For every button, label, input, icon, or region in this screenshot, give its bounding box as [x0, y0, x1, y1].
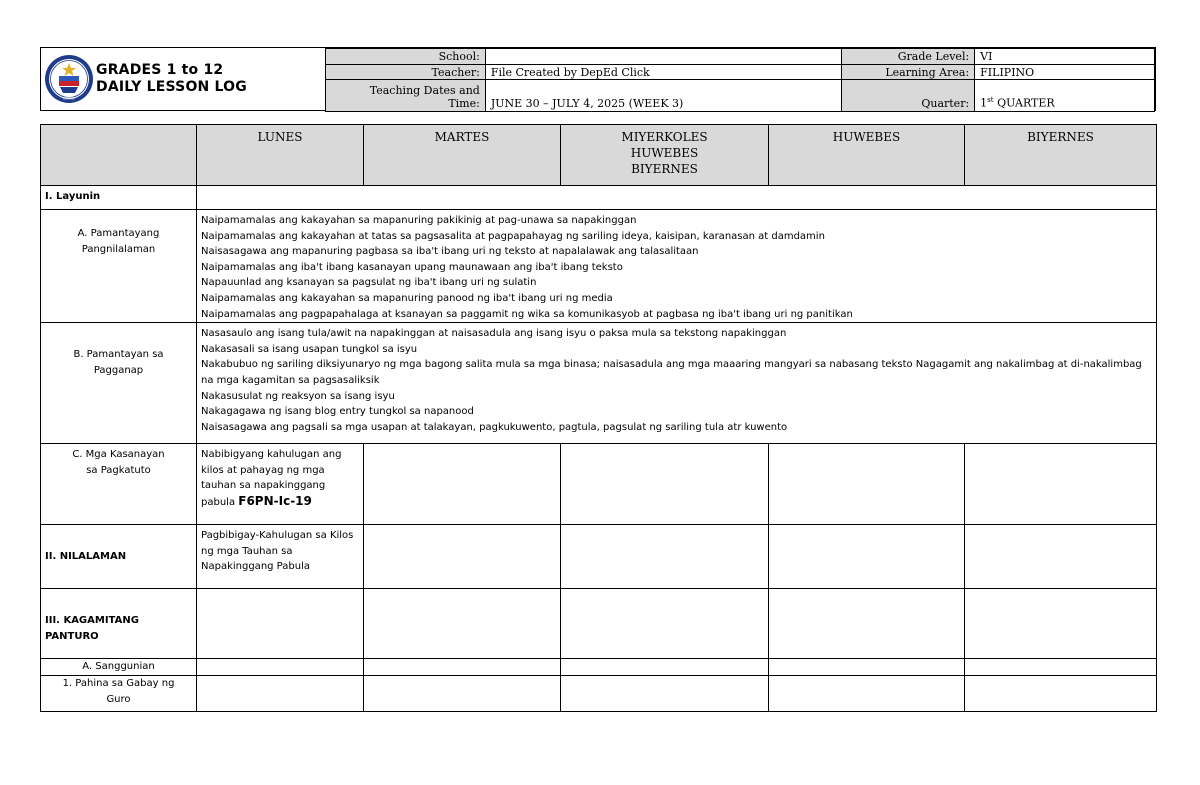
pahina-lunes-cell — [197, 676, 364, 712]
pamantayang-label-line-1: A. Pamantayang — [77, 228, 160, 239]
quarter-text: QUARTER — [993, 97, 1055, 110]
sanggunian-row — [41, 659, 1157, 676]
pahina-gabay-label — [41, 676, 197, 712]
grade-level-value: VI — [975, 49, 1155, 65]
day-miyerkoles-line-3: BIYERNES — [631, 162, 698, 176]
kasanayan-label-line-2: sa Pagkatuto — [86, 464, 151, 476]
nilalaman-huwebes-cell — [769, 525, 965, 589]
pahina-label-line-1: 1. Pahina sa Gabay ng — [62, 678, 175, 690]
layunin-content — [197, 186, 1157, 210]
pamantayan-sa-pagganap-content — [197, 323, 1157, 444]
day-miyerkoles-line-2: HUWEBES — [630, 146, 699, 160]
kagamitan-martes-cell — [364, 589, 561, 659]
kagamitan-lunes-cell — [197, 589, 364, 659]
nilalaman-label: II. NILALAMAN — [41, 525, 197, 589]
quarter-label: Quarter: — [842, 80, 975, 112]
layunin-label: I. Layunin — [41, 186, 197, 210]
layunin-row — [41, 186, 1157, 210]
nilalaman-martes-cell — [364, 525, 561, 589]
pahina-miyerkoles-cell — [561, 676, 769, 712]
lesson-log-table — [40, 124, 1157, 712]
kasanayan-biyernes-cell — [965, 444, 1157, 525]
deped-seal-icon — [44, 54, 94, 104]
pahina-gabay-row — [41, 676, 1157, 712]
lesson-log-header — [40, 47, 1156, 111]
pamantayan-sa-pagganap-label — [41, 323, 197, 444]
pagganap-item: Nakabubuo ng sariling diksiyunaryo ng mga bagong salita mula sa mga binasa; naisasadula ang mga maaaring mangyari sa nabasang teksto Nagagamit ang nakalimbag at di-nakalimbag na mga kagamitan sa pagsasaliksik — [201, 359, 1142, 386]
pamantayang-pangnilalaman-content — [197, 210, 1157, 323]
kasanayan-martes-cell — [364, 444, 561, 525]
mga-kasanayan-label — [41, 444, 197, 525]
day-miyerkoles — [561, 125, 769, 186]
pagganap-item: Naisasagawa ang pagsali sa mga usapan at talakayan, pagkukuwento, pagtula, pagsulat ng sariling tula atr kuwento — [201, 421, 788, 433]
kasanayan-code: F6PN-Ic-19 — [238, 493, 312, 508]
pamantayang-item: Napauunlad ang ksanayan sa pagsulat ng iba't ibang uri ng sulatin — [201, 277, 537, 289]
teaching-dates-value: JUNE 30 – JULY 4, 2025 (WEEK 3) — [485, 80, 841, 112]
title-line-1: GRADES 1 to 12 — [96, 62, 224, 78]
grade-level-label: Grade Level: — [842, 49, 975, 65]
brand-title — [96, 62, 247, 96]
mga-kasanayan-row — [41, 444, 1157, 525]
day-header-row — [41, 125, 1157, 186]
pahina-martes-cell — [364, 676, 561, 712]
sanggunian-biyernes-cell — [965, 659, 1157, 676]
brand-block — [41, 48, 325, 110]
pagganap-item: Nakasusulat ng reaksyon sa isang isyu — [201, 390, 395, 402]
kasanayan-label-line-1: C. Mga Kasanayan — [72, 449, 165, 461]
day-miyerkoles-line-1: MIYERKOLES — [621, 130, 708, 144]
kasanayan-huwebes-cell — [769, 444, 965, 525]
title-line-2: DAILY LESSON LOG — [96, 79, 247, 95]
kagamitan-huwebes-cell — [769, 589, 965, 659]
pagganap-label-line-1: B. Pamantayan sa — [73, 349, 164, 361]
pamantayang-pangnilalaman-row — [41, 210, 1157, 323]
nilalaman-biyernes-cell — [965, 525, 1157, 589]
pamantayang-item: Naipamamalas ang kakayahan sa mapanuring panood ng iba't ibang uri ng media — [201, 292, 613, 304]
kagamitan-biyernes-cell — [965, 589, 1157, 659]
pagganap-item: Nakasasali sa isang usapan tungkol sa isyu — [201, 343, 418, 355]
school-label: School: — [326, 49, 486, 65]
pamantayan-sa-pagganap-row — [41, 323, 1157, 444]
school-value — [485, 49, 841, 65]
svg-text:DEPED: DEPED — [63, 96, 75, 101]
pamantayang-pangnilalaman-label — [41, 210, 197, 323]
nilalaman-row — [41, 525, 1157, 589]
pagganap-item: Nakagagawa ng isang blog entry tungkol sa napanood — [201, 406, 474, 418]
sanggunian-huwebes-cell — [769, 659, 965, 676]
pahina-huwebes-cell — [769, 676, 965, 712]
pamantayang-item: Naipamamalas ang iba't ibang kasanayan upang maunawaan ang iba't ibang teksto — [201, 261, 623, 273]
nilalaman-lunes-cell: Pagbibigay-Kahulugan sa Kilos ng mga Tauhan sa Napakinggang Pabula — [197, 525, 364, 589]
kagamitang-panturo-row — [41, 589, 1157, 659]
pahina-biyernes-cell — [965, 676, 1157, 712]
teaching-dates-label-line-1: Teaching Dates and — [369, 84, 480, 97]
kagamitang-panturo-label: III. KAGAMITANG PANTURO — [41, 589, 197, 659]
teacher-value: File Created by DepEd Click — [485, 65, 841, 80]
day-lunes: LUNES — [197, 125, 364, 186]
teaching-dates-label — [326, 80, 486, 112]
day-biyernes: BIYERNES — [965, 125, 1157, 186]
nilalaman-miyerkoles-cell — [561, 525, 769, 589]
pagganap-label-line-2: Pagganap — [93, 364, 144, 376]
pamantayang-label-line-2: Pangnilalaman — [81, 243, 156, 255]
kagamitan-miyerkoles-cell — [561, 589, 769, 659]
sanggunian-lunes-cell — [197, 659, 364, 676]
day-header-blank — [41, 125, 197, 186]
sanggunian-miyerkoles-cell — [561, 659, 769, 676]
pagganap-item: Nasasaulo ang isang tula/awit na napakinggan at naisasadula ang isang isyu o paksa mula sa tekstong napakinggan — [201, 328, 787, 340]
teacher-label: Teacher: — [326, 65, 486, 80]
pamantayang-item: Naipamamalas ang kakayahan at tatas sa pagsasalita at pagpapahayag ng sariling ideya, kaisipan, karanasan at damdamin — [201, 230, 825, 242]
sanggunian-martes-cell — [364, 659, 561, 676]
quarter-suffix: st — [987, 96, 994, 105]
pamantayang-item: Naipamamalas ang kakayahan sa mapanuring pakikinig at pag-unawa sa napakinggan — [201, 215, 637, 226]
quarter-number: 1 — [980, 97, 988, 110]
day-martes: MARTES — [364, 125, 561, 186]
kasanayan-text: Nabibigyang kahulugan ang kilos at pahayag ng mga tauhan sa napakinggang pabula — [201, 449, 342, 508]
header-meta-table — [325, 48, 1155, 112]
pahina-label-line-2: Guro — [106, 693, 131, 705]
kasanayan-miyerkoles-cell — [561, 444, 769, 525]
quarter-value — [975, 80, 1155, 112]
sanggunian-label: A. Sanggunian — [41, 659, 197, 676]
pamantayang-item: Naipamamalas ang pagpapahalaga at ksanayan sa paggamit ng wika sa komunikasyob at pagbasa ng iba't ibang uri ng panitikan — [201, 308, 853, 320]
learning-area-label: Learning Area: — [842, 65, 975, 80]
teaching-dates-label-line-2: Time: — [448, 97, 480, 110]
pamantayang-item: Naisasagawa ang mapanuring pagbasa sa iba't ibang uri ng teksto at napalalawak ang talasalitaan — [201, 246, 699, 258]
day-huwebes: HUWEBES — [769, 125, 965, 186]
kasanayan-lunes-cell — [197, 444, 364, 525]
learning-area-value: FILIPINO — [975, 65, 1155, 80]
